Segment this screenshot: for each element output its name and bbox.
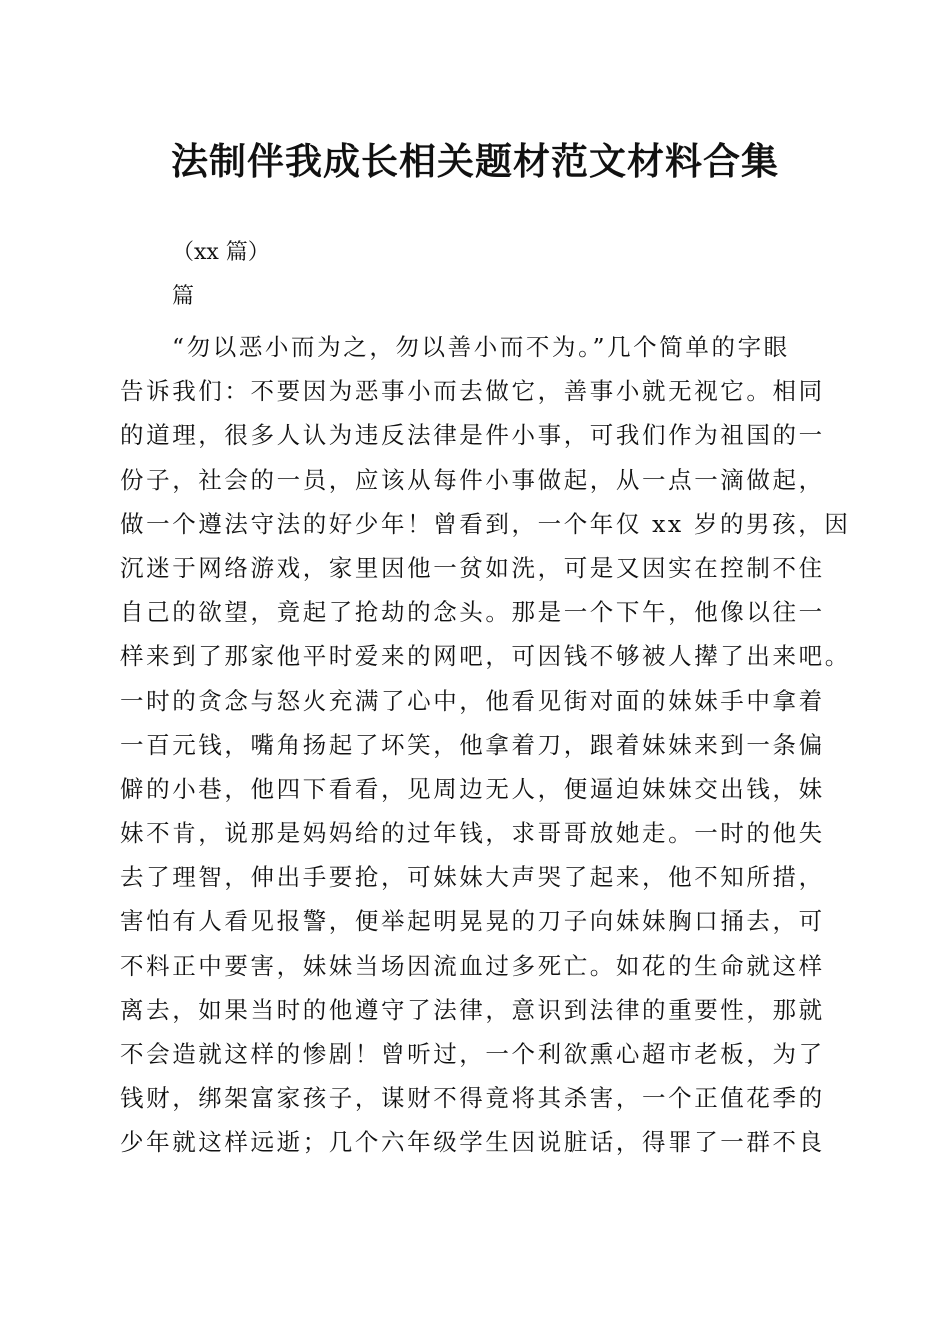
body-line: 妹不肯，说那是妈妈给的过年钱，求哥哥放她走。一时的他失 <box>120 819 825 848</box>
body-line: 沉迷于网络游戏，家里因他一贫如洗，可是又因实在控制不住 <box>120 553 825 582</box>
body-line: “勿以恶小而为之，勿以善小而不为。”几个简单的字眼 <box>172 333 790 361</box>
body-line: 离去，如果当时的他遵守了法律，意识到法律的重要性，那就 <box>120 995 825 1024</box>
body-line: 钱财，绑架富家孩子，谋财不得竟将其杀害，一个正值花季的 <box>120 1084 825 1113</box>
body-line: 自己的欲望，竟起了抢劫的念头。那是一个下午，他像以往一 <box>120 598 825 627</box>
body-line: 不会造就这样的惨剧！曾听过，一个利欲熏心超市老板，为了 <box>120 1040 825 1068</box>
body-line: 样来到了那家他平时爱来的网吧，可因钱不够被人撵了出来吧。 <box>120 642 851 671</box>
body-line: 的道理，很多人认为违反法律是件小事，可我们作为祖国的一 <box>120 421 825 450</box>
body-line: 不料正中要害，妹妹当场因流血过多死亡。如花的生命就这样 <box>120 951 825 980</box>
body-line: 做一个遵法守法的好少年！曾看到，一个年仅 xx 岁的男孩，因 <box>120 509 851 538</box>
body-line: 少年就这样远逝；几个六年级学生因说脏话，得罪了一群不良 <box>120 1128 825 1157</box>
body-line: 害怕有人看见报警，便举起明晃晃的刀子向妹妹胸口捅去，可 <box>120 907 825 936</box>
body-paragraph <box>120 325 851 1165</box>
body-line: 一百元钱，嘴角扬起了坏笑，他拿着刀，跟着妹妹来到一条偏 <box>120 730 825 759</box>
body-line: 份子，社会的一员，应该从每件小事做起，从一点一滴做起， <box>120 465 825 494</box>
body-line: 去了理智，伸出手要抢，可妹妹大声哭了起来，他不知所措， <box>120 863 825 892</box>
body-line: 僻的小巷，他四下看看，见周边无人，便逼迫妹妹交出钱，妹 <box>120 774 825 803</box>
document-title: 法制伴我成长相关题材范文材料合集 <box>171 139 779 183</box>
section-label: 篇 <box>172 284 195 309</box>
article-count: （xx 篇） <box>172 240 270 265</box>
body-line: 一时的贪念与怒火充满了心中，他看见街对面的妹妹手中拿着 <box>120 686 825 715</box>
body-line: 告诉我们：不要因为恶事小而去做它，善事小就无视它。相同 <box>120 377 825 406</box>
